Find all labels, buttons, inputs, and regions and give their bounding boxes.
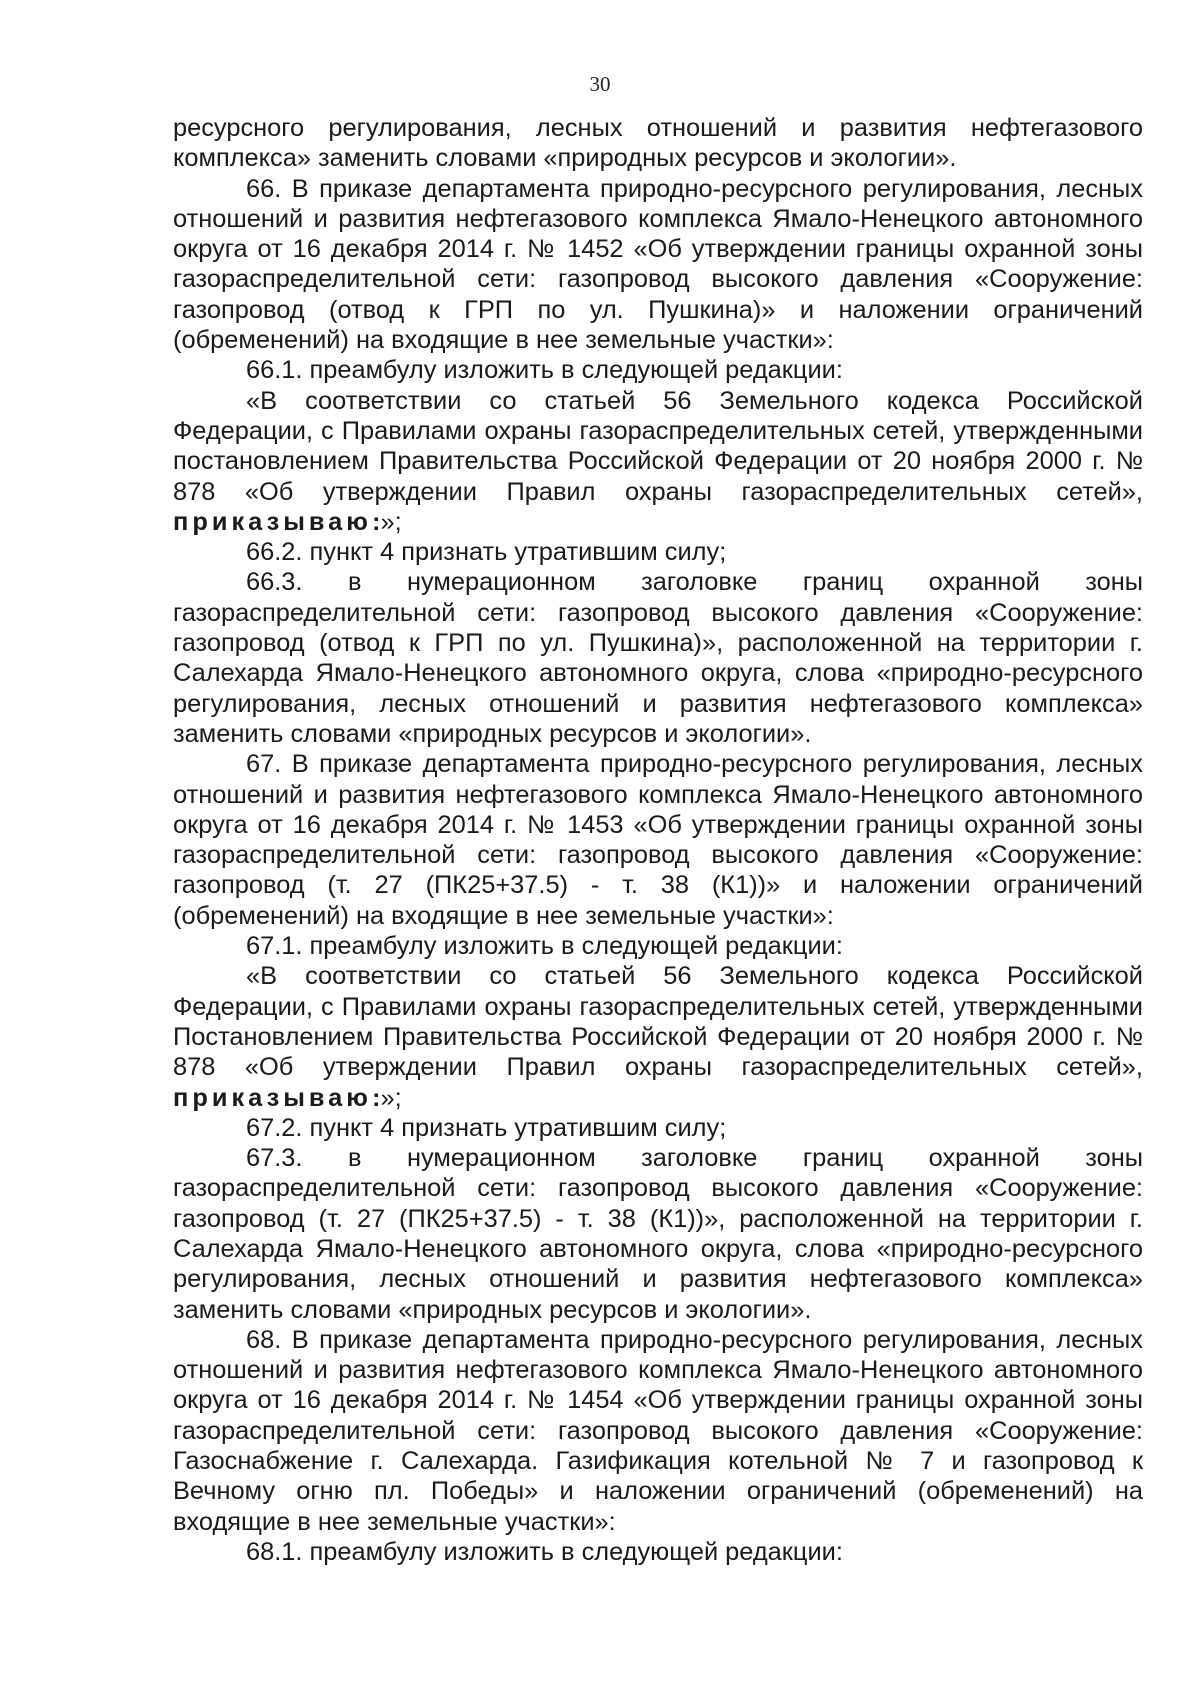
emphasis-order-word: приказываю bbox=[173, 507, 372, 536]
paragraph-66-2: 66.2. пункт 4 признать утратившим силу; bbox=[246, 538, 727, 567]
preamble-text: «В соответствии со статьей 56 Земельного кодекса Российской Федерации, с Правилами охраны газораспределительных сетей, утвержденными Постановлением Правительства Российской Федерации от 20 ноября 2000 г. № 878 «Об утверждении Правил охраны газораспределительных сетей», bbox=[173, 962, 1143, 1082]
paragraph-67-3: 67.3. в нумерационном заголовке границ охранной зоны газораспределительной сети: газопровод высокого давления «Сооружение: газопровод (т. 27 (ПК25+37.5) - т. 38 (К1))», расположенной на территории г. Салехарда Ямало-Ненецкого автономного округа, слова «природно-ресурсного регулирования, лесных отношений и развития нефтегазового комплекса» заменить словами «природных ресурсов и экологии». bbox=[173, 1144, 1143, 1324]
paragraph-68: 68. В приказе департамента природно-ресурсного регулирования, лесных отношений и развития нефтегазового комплекса Ямало-Ненецкого автономного округа от 16 декабря 2014 г. № 1454 «Об утверждении границы охранной зоны газораспределительной сети: газопровод высокого давления «Сооружение: Газоснабжение г. Салехарда. Газификация котельной № 7 и газопровод к Вечному огню пл. Победы» и наложении ограничений (обременений) на входящие в нее земельные участки»: bbox=[173, 1325, 1143, 1536]
paragraph-68-1: 68.1. преамбулу изложить в следующей редакции: bbox=[246, 1537, 843, 1566]
paragraph-66-1: 66.1. преамбулу изложить в следующей редакции: bbox=[246, 356, 843, 385]
paragraph-66: 66. В приказе департамента природно-ресурсного регулирования, лесных отношений и развития нефтегазового комплекса Ямало-Ненецкого автономного округа от 16 декабря 2014 г. № 1452 «Об утверждении границы охранной зоны газораспределительной сети: газопровод высокого давления «Сооружение: газопровод (отвод к ГРП по ул. Пушкина)» и наложении ограничений (обременений) на входящие в нее земельные участки»: bbox=[173, 174, 1143, 355]
document-body bbox=[173, 113, 1143, 1567]
emphasis-order-word: приказываю bbox=[173, 1083, 372, 1112]
paragraph-66-3: 66.3. в нумерационном заголовке границ охранной зоны газораспределительной сети: газопровод высокого давления «Сооружение: газопровод (отвод к ГРП по ул. Пушкина)», расположенной на территории г. Салехарда Ямало-Ненецкого автономного округа, слова «природно-ресурсного регулирования, лесных отношений и развития нефтегазового комплекса» заменить словами «природных ресурсов и экологии». bbox=[173, 568, 1143, 748]
page-number: 30 bbox=[589, 72, 611, 96]
preamble-text: «В соответствии со статьей 56 Земельного кодекса Российской Федерации, с Правилами охраны газораспределительных сетей, утвержденными постановлением Правительства Российской Федерации от 20 ноября 2000 г. № 878 «Об утверждении Правил охраны газораспределительных сетей», bbox=[173, 386, 1143, 506]
paragraph-67-1: 67.1. преамбулу изложить в следующей редакции: bbox=[246, 932, 843, 961]
paragraph-67: 67. В приказе департамента природно-ресурсного регулирования, лесных отношений и развития нефтегазового комплекса Ямало-Ненецкого автономного округа от 16 декабря 2014 г. № 1453 «Об утверждении границы охранной зоны газораспределительной сети: газопровод высокого давления «Сооружение: газопровод (т. 27 (ПК25+37.5) - т. 38 (К1))» и наложении ограничений (обременений) на входящие в нее земельные участки»: bbox=[173, 750, 1143, 930]
emphasis-colon: : bbox=[371, 1083, 381, 1112]
paragraph-67-2: 67.2. пункт 4 признать утратившим силу; bbox=[246, 1113, 727, 1142]
preamble-closing: »; bbox=[380, 507, 402, 536]
preamble-closing: »; bbox=[380, 1083, 402, 1112]
paragraph-67-1-preamble bbox=[173, 961, 1143, 1112]
paragraph-continuation: ресурсного регулирования, лесных отношений и развития нефтегазового комплекса» заменить словами «природных ресурсов и экологии». bbox=[173, 114, 1143, 173]
emphasis-colon: : bbox=[371, 507, 381, 536]
paragraph-66-1-preamble bbox=[173, 386, 1143, 537]
